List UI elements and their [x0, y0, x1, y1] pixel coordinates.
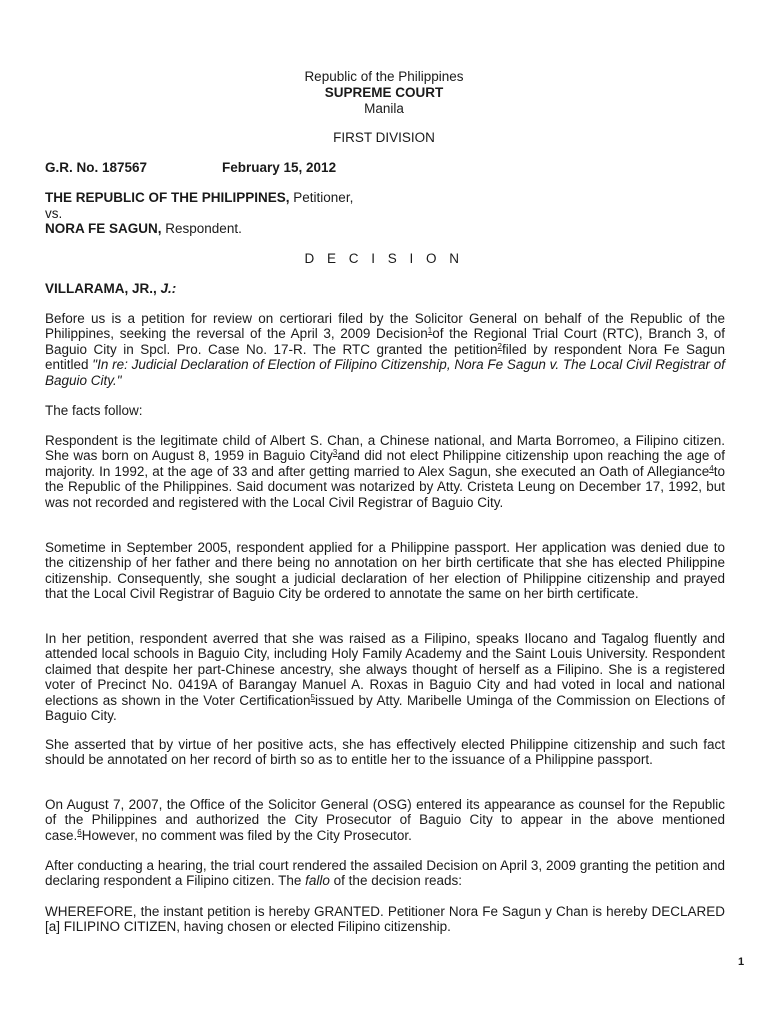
paragraph-1 — [45, 311, 725, 388]
p1-case-title: "In re: Judicial Declaration of Election of Filipino Citizenship, Nora Fe Sagun v. The Local Civil Registrar of Baguio City." — [45, 357, 725, 388]
ponente-name: VILLARAMA, JR., — [45, 281, 161, 296]
p1-text-a: Before us is a petition for review on certiorari filed by the Solicitor General on behalf of the Republic of the Philippines, seeking the reversal of the April 3, 2009 Decision — [45, 311, 725, 342]
p8-text-a: After conducting a hearing, the trial court rendered the assailed Decision on April 3, 2009 granting the petition and declaring respondent a Filipino citizen. The — [45, 858, 725, 889]
p8-text-b: of the decision reads: — [329, 873, 463, 889]
respondent-name: NORA FE SAGUN, — [45, 221, 162, 236]
respondent-role: Respondent. — [161, 221, 242, 236]
p5-text-a: In her petition, respondent averred that she was raised as a Filipino, speaks Ilocano and Tagalog fluently and attended local schools in Baguio City, including Holy Family Academy and the Saint Louis University. Respondent claimed that despite her part-Chinese ancestry, she always thought of herself as a Filipino. She is a registered voter of Precinct No. 0419A of Barangay Manuel A. Roxas in Baguio City and had voted in local and national elections as shown in the Voter Certification — [45, 631, 725, 708]
paragraph-3 — [45, 433, 725, 510]
paragraph-8 — [45, 858, 725, 889]
page-number: 1 — [738, 956, 745, 968]
footnote-3-link[interactable]: 3 — [332, 448, 338, 458]
p7-text-b: However, no comment was filed by the City Prosecutor. — [81, 827, 412, 843]
respondent-line — [45, 221, 242, 237]
paragraph-9-dispositive: WHEREFORE, the instant petition is hereby GRANTED. Petitioner Nora Fe Sagun y Chan is hereby DECLARED [a] FILIPINO CITIZEN, having chosen or elected Filipino citizenship. — [45, 904, 725, 935]
paragraph-7 — [45, 797, 725, 843]
gr-number: G.R. No. 187567 — [45, 160, 148, 175]
p3-text-c: to the Republic of the Philippines. Said document was notarized by Atty. Cristeta Leung on December 17, 1992, but was not recorded and registered with the Local Civil Registrar of Baguio City. — [45, 463, 725, 510]
header-manila: Manila — [364, 101, 404, 116]
decision-heading: D E C I S I O N — [304, 251, 464, 266]
ponente — [45, 281, 176, 297]
versus: vs. — [45, 206, 63, 221]
p3-text-b: and did not elect Philippine citizenship upon reaching the age of majority. In 1992, at the age of 33 and after getting married to Alex Sagun, she executed an Oath of Allegiance — [45, 448, 725, 479]
footnote-1-link[interactable]: 1 — [427, 326, 433, 336]
paragraph-4: Sometime in September 2005, respondent applied for a Philippine passport. Her application was denied due to the citizenship of her father and there being no annotation on her birth certificate that she has elected Philippine citizenship. Consequently, she sought a judicial declaration of her election of Philippine citizenship and prayed that the Local Civil Registrar of Baguio City be ordered to annotate the same on her birth certificate. — [45, 540, 725, 602]
p1-text-c: filed by respondent Nora Fe Sagun entitled — [45, 341, 725, 373]
ponente-title: J.: — [160, 281, 177, 296]
footnote-4-link[interactable]: 4 — [709, 463, 714, 473]
p8-fallo: fallo — [305, 873, 330, 889]
case-number-line — [45, 160, 147, 176]
p3-text-a: Respondent is the legitimate child of Albert S. Chan, a Chinese national, and Marta Borromeo, a Filipino citizen. She was born on August 8, 1959 in Baguio City — [45, 433, 725, 464]
p1-text-b: of the Regional Trial Court (RTC), Branch 3, of Baguio City in Spcl. Pro. Case No. 17-R. The RTC granted the petition — [45, 326, 725, 357]
petitioner-line — [45, 190, 353, 206]
footnote-2-link[interactable]: 2 — [497, 341, 502, 351]
header-republic: Republic of the Philippines — [304, 69, 464, 84]
case-date: February 15, 2012 — [222, 160, 337, 175]
p7-text-a: On August 7, 2007, the Office of the Solicitor General (OSG) entered its appearance as counsel for the Republic of the Philippines and authorized the City Prosecutor of Baguio City to appear in the above mentioned case. — [45, 797, 725, 843]
header-supreme-court: SUPREME COURT — [324, 85, 444, 100]
p5-text-b: issued by Atty. Maribelle Uminga of the Commission on Elections of Baguio City. — [45, 692, 726, 724]
division-label: FIRST DIVISION — [333, 130, 435, 145]
paragraph-5 — [45, 631, 725, 723]
petitioner-name: THE REPUBLIC OF THE PHILIPPINES, — [45, 190, 290, 205]
footnote-6-link[interactable]: 6 — [77, 827, 82, 837]
paragraph-6: She asserted that by virtue of her positive acts, she has effectively elected Philippine citizenship and such fact should be annotated on her record of birth so as to entitle her to the issuance of a Philippine passport. — [45, 737, 725, 768]
petitioner-role: Petitioner, — [289, 190, 354, 205]
paragraph-2: The facts follow: — [45, 403, 143, 418]
footnote-5-link[interactable]: 5 — [310, 692, 315, 702]
